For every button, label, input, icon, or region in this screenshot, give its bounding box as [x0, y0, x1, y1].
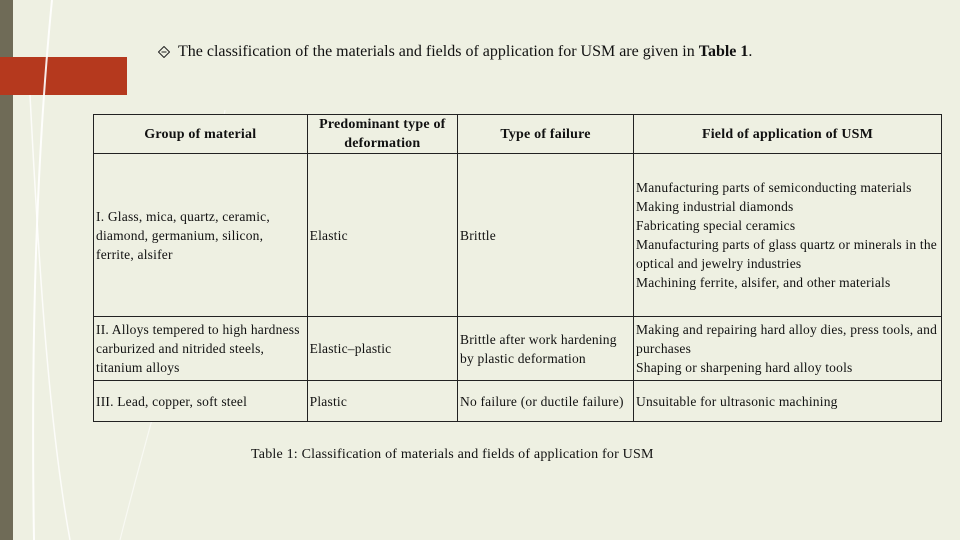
header-failure: Type of failure	[458, 115, 634, 154]
intro-bullet	[158, 43, 752, 61]
intro-text-end: .	[748, 43, 753, 60]
intro-text	[178, 43, 752, 61]
header-field: Field of application of USM	[634, 115, 942, 154]
cell-failure: Brittle after work hardening by plastic deformation	[458, 317, 634, 381]
table-row	[94, 154, 942, 317]
cell-field	[634, 317, 942, 381]
intro-text-main: The classification of the materials and fields of application for USM are given in	[178, 43, 695, 60]
intro-table-ref: Table 1	[698, 43, 749, 60]
cell-deformation: Plastic	[307, 381, 457, 422]
field-line: Fabricating special ceramics	[636, 218, 796, 233]
cell-failure: Brittle	[458, 154, 634, 317]
diamond-bullet-icon	[158, 46, 170, 58]
caption-label: Table 1	[251, 447, 294, 462]
field-line: Making industrial diamonds	[636, 199, 794, 214]
cell-deformation: Elastic–plastic	[307, 317, 457, 381]
cell-failure: No failure (or ductile failure)	[458, 381, 634, 422]
cell-group: III. Lead, copper, soft steel	[94, 381, 308, 422]
field-line: Manufacturing parts of semiconducting materials	[636, 180, 912, 195]
field-line: Making and repairing hard alloy dies, press tools, and purchases	[636, 322, 938, 356]
cell-field	[634, 381, 942, 422]
field-line: Machining ferrite, alsifer, and other materials	[636, 275, 891, 290]
caption-text: : Classification of materials and fields of application for USM	[293, 447, 654, 462]
cell-field	[634, 154, 942, 317]
header-deformation: Predominant type of deformation	[307, 115, 457, 154]
table-row	[94, 381, 942, 422]
field-line: Shaping or sharpening hard alloy tools	[636, 360, 853, 375]
cell-deformation: Elastic	[307, 154, 457, 317]
cell-group: II. Alloys tempered to high hardness carburized and nitrided steels, titanium alloys	[94, 317, 308, 381]
table-header-row	[94, 115, 942, 154]
deco-line-1	[33, 0, 52, 540]
field-line: Manufacturing parts of glass quartz or minerals in the optical and jewelry industries	[636, 237, 937, 271]
table-caption	[251, 447, 654, 463]
classification-table	[93, 114, 942, 422]
field-line: Unsuitable for ultrasonic machining	[636, 393, 838, 409]
cell-group: I. Glass, mica, quartz, ceramic, diamond, germanium, silicon, ferrite, alsifer	[94, 154, 308, 317]
table-row	[94, 317, 942, 381]
header-group: Group of material	[94, 115, 308, 154]
deco-line-2	[30, 95, 70, 540]
